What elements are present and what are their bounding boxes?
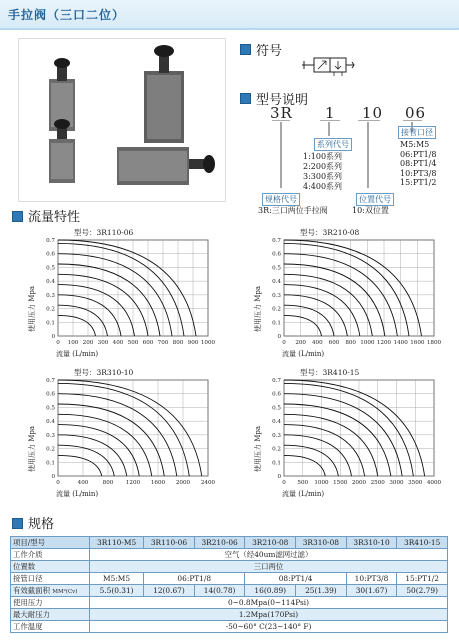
title-bar: [0, 0, 459, 30]
x-tick-label: 1800: [426, 340, 442, 346]
x-tick-label: 1400: [393, 340, 408, 346]
y-tick-label: 0.7: [46, 378, 55, 384]
y-tick-label: 0.7: [272, 378, 281, 384]
row-label: 工作温度: [11, 621, 90, 633]
flow-heading: 流量特性: [28, 210, 81, 225]
flow-curve: [284, 455, 325, 476]
row-value: 08:PT1/4: [245, 573, 346, 585]
spec-heading: 规格: [28, 517, 55, 532]
x-tick-label: 400: [77, 480, 89, 486]
valve-image-4: [117, 147, 215, 185]
x-tick-label: 500: [297, 480, 309, 486]
row-label-text: 有效截面积: [13, 586, 50, 595]
row-value: 三口两位: [90, 561, 448, 573]
x-axis-label: 流量 (L/min): [56, 350, 99, 358]
chart-title: 型号：3R310-10: [74, 368, 134, 377]
table-row: [11, 609, 448, 621]
x-tick-label: 1000: [200, 340, 216, 346]
table-header-cell: 3R110-M5: [90, 537, 144, 549]
code-part-series: 1: [325, 104, 336, 122]
x-tick-label: 900: [187, 340, 199, 346]
table-header-cell: 3R410-15: [397, 537, 448, 549]
row-value: 空气（经40um滤网过滤）: [90, 549, 448, 561]
x-tick-label: 600: [142, 340, 154, 346]
y-tick-label: 0.4: [46, 419, 55, 426]
x-tick-label: 200: [82, 340, 94, 346]
x-tick-label: 400: [311, 340, 323, 346]
row-value: 30(1.67): [346, 585, 397, 597]
x-tick-label: 600: [328, 340, 340, 346]
flow-curve: [58, 445, 114, 476]
y-tick-label: 0.6: [46, 251, 55, 258]
x-axis-label: 流量 (L/min): [56, 490, 99, 498]
y-tick-label: 0.1: [272, 460, 281, 467]
page-title: 手拉阀（三口二位）: [8, 8, 126, 22]
series-item: 4:400系列: [303, 182, 343, 191]
x-tick-label: 0: [282, 340, 286, 346]
flow-curve: [58, 285, 135, 336]
x-tick-label: 100: [67, 340, 79, 346]
code-part-series-prefix: 3R: [270, 104, 293, 122]
flow-curve: [284, 295, 347, 336]
y-tick-label: 0.5: [272, 265, 281, 272]
position-code-title: 位置代号: [356, 193, 394, 206]
y-axis-label: 使用压力 Mpa: [28, 425, 36, 472]
valve-image-2: [144, 45, 184, 143]
x-axis-label: 流量 (L/min): [282, 490, 325, 498]
x-tick-label: 500: [127, 340, 139, 346]
flow-chart-3r110-06: [16, 226, 226, 366]
y-tick-label: 0.2: [46, 306, 55, 313]
code-part-position: 10: [362, 104, 384, 122]
port-item: 10:PT3/8: [400, 168, 437, 178]
x-tick-label: 4000: [426, 480, 442, 486]
port-item: 06:PT1/8: [400, 149, 437, 159]
flow-curve: [58, 295, 121, 336]
x-tick-label: 1000: [360, 340, 375, 346]
section-marker-icon: [12, 211, 23, 222]
y-tick-label: 0.6: [46, 391, 55, 398]
x-axis-label: 流量 (L/min): [282, 350, 325, 358]
table-row: [11, 597, 448, 609]
chart-title: 型号：3R410-15: [300, 368, 360, 377]
row-label: 最大耐压力: [11, 609, 90, 621]
row-value: 14(0.78): [194, 585, 245, 597]
table-header-cell: 3R310-08: [296, 537, 347, 549]
y-tick-label: 0.2: [46, 446, 55, 453]
y-tick-label: 0.3: [272, 432, 281, 439]
y-tick-label: 0: [51, 474, 55, 480]
y-tick-label: 0.5: [46, 405, 55, 412]
y-axis-label: 使用压力 Mpa: [254, 425, 262, 472]
row-value: 0~0.8Mpa(0~114Psi): [90, 597, 448, 609]
table-row: [11, 549, 448, 561]
section-marker-icon: [240, 93, 251, 104]
row-label-unit: MM²(Cv): [52, 589, 78, 595]
table-row: [11, 621, 448, 633]
valve-symbol-icon: [300, 56, 356, 82]
y-tick-label: 0.4: [272, 419, 281, 426]
position-code-text: 10:双位置: [352, 206, 389, 215]
x-tick-label: 1500: [333, 480, 348, 486]
flow-curve: [284, 285, 360, 336]
section-marker-icon: [240, 44, 251, 55]
x-tick-label: 2000: [351, 480, 367, 486]
spec-code-text: 3R:三口两位手拉阀: [258, 206, 328, 215]
series-list: [303, 152, 342, 192]
row-value: -50~60° C(23~140° F): [90, 621, 448, 633]
table-header-cell: 3R210-08: [245, 537, 296, 549]
table-row: [11, 561, 448, 573]
flow-curve: [284, 305, 334, 336]
y-tick-label: 0: [51, 334, 55, 340]
row-value: 06:PT1/8: [144, 573, 245, 585]
x-tick-label: 1000: [314, 480, 329, 486]
flow-chart-3r310-10: [16, 366, 226, 506]
x-tick-label: 1200: [125, 480, 141, 486]
series-code-title: 系列代号: [314, 138, 352, 151]
flow-curve: [58, 305, 108, 336]
row-value: 50(2.79): [397, 585, 448, 597]
symbol-heading: 符号: [256, 44, 283, 59]
y-tick-label: 0.3: [46, 432, 55, 439]
row-value: 5.5(0.31): [90, 585, 144, 597]
x-tick-label: 0: [56, 480, 60, 486]
y-axis-label: 使用压力 Mpa: [254, 285, 262, 332]
y-tick-label: 0.2: [272, 446, 281, 453]
flow-curve: [58, 414, 152, 476]
x-tick-label: 700: [157, 340, 169, 346]
y-tick-label: 0.7: [46, 238, 55, 244]
table-header-cell: 3R110-06: [144, 537, 195, 549]
y-tick-label: 0: [277, 474, 281, 480]
port-item: M5:M5: [400, 140, 430, 149]
product-photo: [18, 38, 226, 202]
y-tick-label: 0.3: [272, 292, 281, 299]
flow-chart-3r410-15: [242, 366, 452, 506]
x-tick-label: 800: [172, 340, 184, 346]
row-value: M5:M5: [90, 573, 144, 585]
row-value: 25(1.39): [296, 585, 347, 597]
x-tick-label: 2000: [175, 480, 191, 486]
model-heading: 型号说明: [256, 93, 309, 108]
y-tick-label: 0.1: [46, 460, 55, 467]
y-tick-label: 0.1: [272, 320, 281, 327]
x-tick-label: 800: [345, 340, 357, 346]
port-list: [400, 140, 436, 188]
row-label: 接管口径: [11, 573, 90, 585]
chart-title: 型号：3R210-08: [300, 228, 360, 237]
y-tick-label: 0.5: [46, 265, 55, 272]
row-label: 工作介质: [11, 549, 90, 561]
row-value: 1.2Mpa(170Psi): [90, 609, 448, 621]
chart-title: 型号：3R110-06: [74, 228, 134, 237]
x-tick-label: 3000: [389, 480, 404, 486]
flow-curve: [284, 315, 322, 336]
row-label: 使用压力: [11, 597, 90, 609]
row-label: [11, 585, 90, 597]
row-value: 12(0.67): [144, 585, 195, 597]
flow-curve: [58, 315, 96, 336]
y-tick-label: 0.4: [46, 279, 55, 286]
x-tick-label: 2400: [200, 480, 216, 486]
y-tick-label: 0.3: [46, 292, 55, 299]
table-header-cell: 3R210-06: [194, 537, 245, 549]
port-item: 08:PT1/4: [400, 159, 437, 168]
table-row: [11, 585, 448, 597]
y-tick-label: 0.5: [272, 405, 281, 412]
y-tick-label: 0.4: [272, 279, 281, 286]
series-item: 3:300系列: [303, 172, 343, 181]
flow-curve: [284, 445, 338, 476]
y-axis-label: 使用压力 Mpa: [28, 285, 36, 332]
row-value: 10:PT3/8: [346, 573, 397, 585]
series-item: 1:100系列: [303, 152, 343, 161]
row-value: 16(0.89): [245, 585, 296, 597]
x-tick-label: 0: [56, 340, 60, 346]
row-value: 15:PT1/2: [397, 573, 448, 585]
x-tick-label: 300: [97, 340, 109, 346]
code-part-port: 06: [405, 104, 427, 122]
y-tick-label: 0: [277, 334, 281, 340]
flow-chart-3r210-08: [242, 226, 452, 366]
x-tick-label: 800: [102, 480, 114, 486]
x-tick-label: 1600: [410, 340, 425, 346]
table-header-cell: 项目/型号: [11, 537, 90, 549]
y-tick-label: 0.2: [272, 306, 281, 313]
x-tick-label: 1600: [150, 480, 166, 486]
x-tick-label: 0: [282, 480, 286, 486]
y-tick-label: 0.6: [272, 251, 281, 258]
x-tick-label: 2500: [370, 480, 385, 486]
y-tick-label: 0.7: [272, 238, 281, 244]
x-tick-label: 3500: [408, 480, 423, 486]
port-code-title: 接管口径: [398, 126, 436, 139]
table-header-cell: 3R310-10: [346, 537, 397, 549]
table-header-row: [11, 537, 448, 549]
y-tick-label: 0.6: [272, 391, 281, 398]
row-label: 位置数: [11, 561, 90, 573]
port-item: 15:PT1/2: [400, 178, 437, 187]
section-marker-icon: [12, 518, 23, 529]
table-row: [11, 573, 448, 585]
y-tick-label: 0.1: [46, 320, 55, 327]
series-item: 2:200系列: [303, 162, 343, 171]
spec-code-title: 规格代号: [262, 193, 300, 206]
x-tick-label: 200: [295, 340, 307, 346]
x-tick-label: 1200: [376, 340, 392, 346]
flow-curve: [58, 455, 102, 476]
spec-table: [10, 536, 448, 633]
x-tick-label: 400: [112, 340, 124, 346]
